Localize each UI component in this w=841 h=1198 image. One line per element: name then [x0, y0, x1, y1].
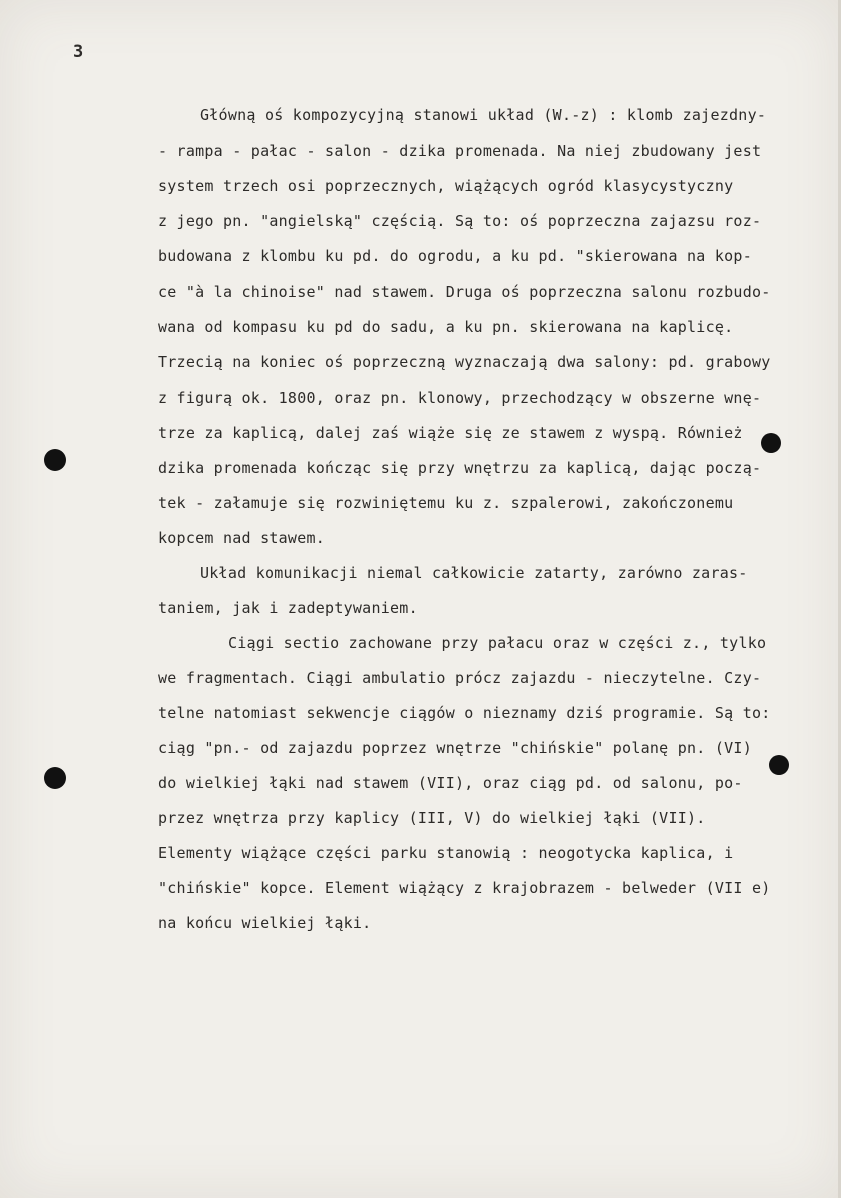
text-line: telne natomiast sekwencje ciągów o nieznamy dziś programie. Są to: [158, 704, 771, 722]
text-line: kopcem nad stawem. [158, 529, 326, 547]
text-line: Elementy wiążące części parku stanowią : neogotycka kaplica, i [158, 844, 734, 862]
text-line: wana od kompasu ku pd do sadu, a ku pn. skierowana na kaplicę. [158, 318, 734, 336]
text-line: ciąg "pn.- od zajazdu poprzez wnętrze "chińskie" polanę pn. (VI) [158, 739, 752, 757]
text-line: do wielkiej łąki nad stawem (VII), oraz ciąg pd. od salonu, po- [158, 774, 743, 792]
page-number: 3 [73, 42, 84, 62]
text-line: we fragmentach. Ciągi ambulatio prócz zajazdu - nieczytelne. Czy- [158, 669, 762, 687]
text-line: Ciągi sectio zachowane przy pałacu oraz w części z., tylko [228, 634, 767, 652]
text-line: trze za kaplicą, dalej zaś wiąże się ze stawem z wyspą. Również [158, 424, 743, 442]
text-line: tek - załamuje się rozwiniętemu ku z. szpalerowi, zakończonemu [158, 494, 734, 512]
text-line: przez wnętrza przy kaplicy (III, V) do wielkiej łąki (VII). [158, 809, 706, 827]
text-line: ce "à la chinoise" nad stawem. Druga oś poprzeczna salonu rozbudo- [158, 283, 771, 301]
text-line: taniem, jak i zadeptywaniem. [158, 599, 418, 617]
text-line: dzika promenada kończąc się przy wnętrzu za kaplicą, dając począ- [158, 459, 762, 477]
text-line: budowana z klombu ku pd. do ogrodu, a ku pd. "skierowana na kop- [158, 247, 752, 265]
text-line: na końcu wielkiej łąki. [158, 914, 372, 932]
text-line: Główną oś kompozycyjną stanowi układ (W.-z) : klomb zajezdny- [200, 106, 767, 124]
text-line: - rampa - pałac - salon - dzika promenada. Na niej zbudowany jest [158, 142, 762, 160]
text-line: Układ komunikacji niemal całkowicie zatarty, zarówno zaras- [200, 564, 748, 582]
text-line: z figurą ok. 1800, oraz pn. klonowy, przechodzący w obszerne wnę- [158, 389, 762, 407]
text-line: z jego pn. "angielską" częścią. Są to: oś poprzeczna zajazsu roz- [158, 212, 762, 230]
text-line: system trzech osi poprzecznych, wiążących ogród klasycystyczny [158, 177, 734, 195]
text-line: "chińskie" kopce. Element wiążący z krajobrazem - belweder (VII e) [158, 879, 771, 897]
text-line: Trzecią na koniec oś poprzeczną wyznaczają dwa salony: pd. grabowy [158, 353, 771, 371]
